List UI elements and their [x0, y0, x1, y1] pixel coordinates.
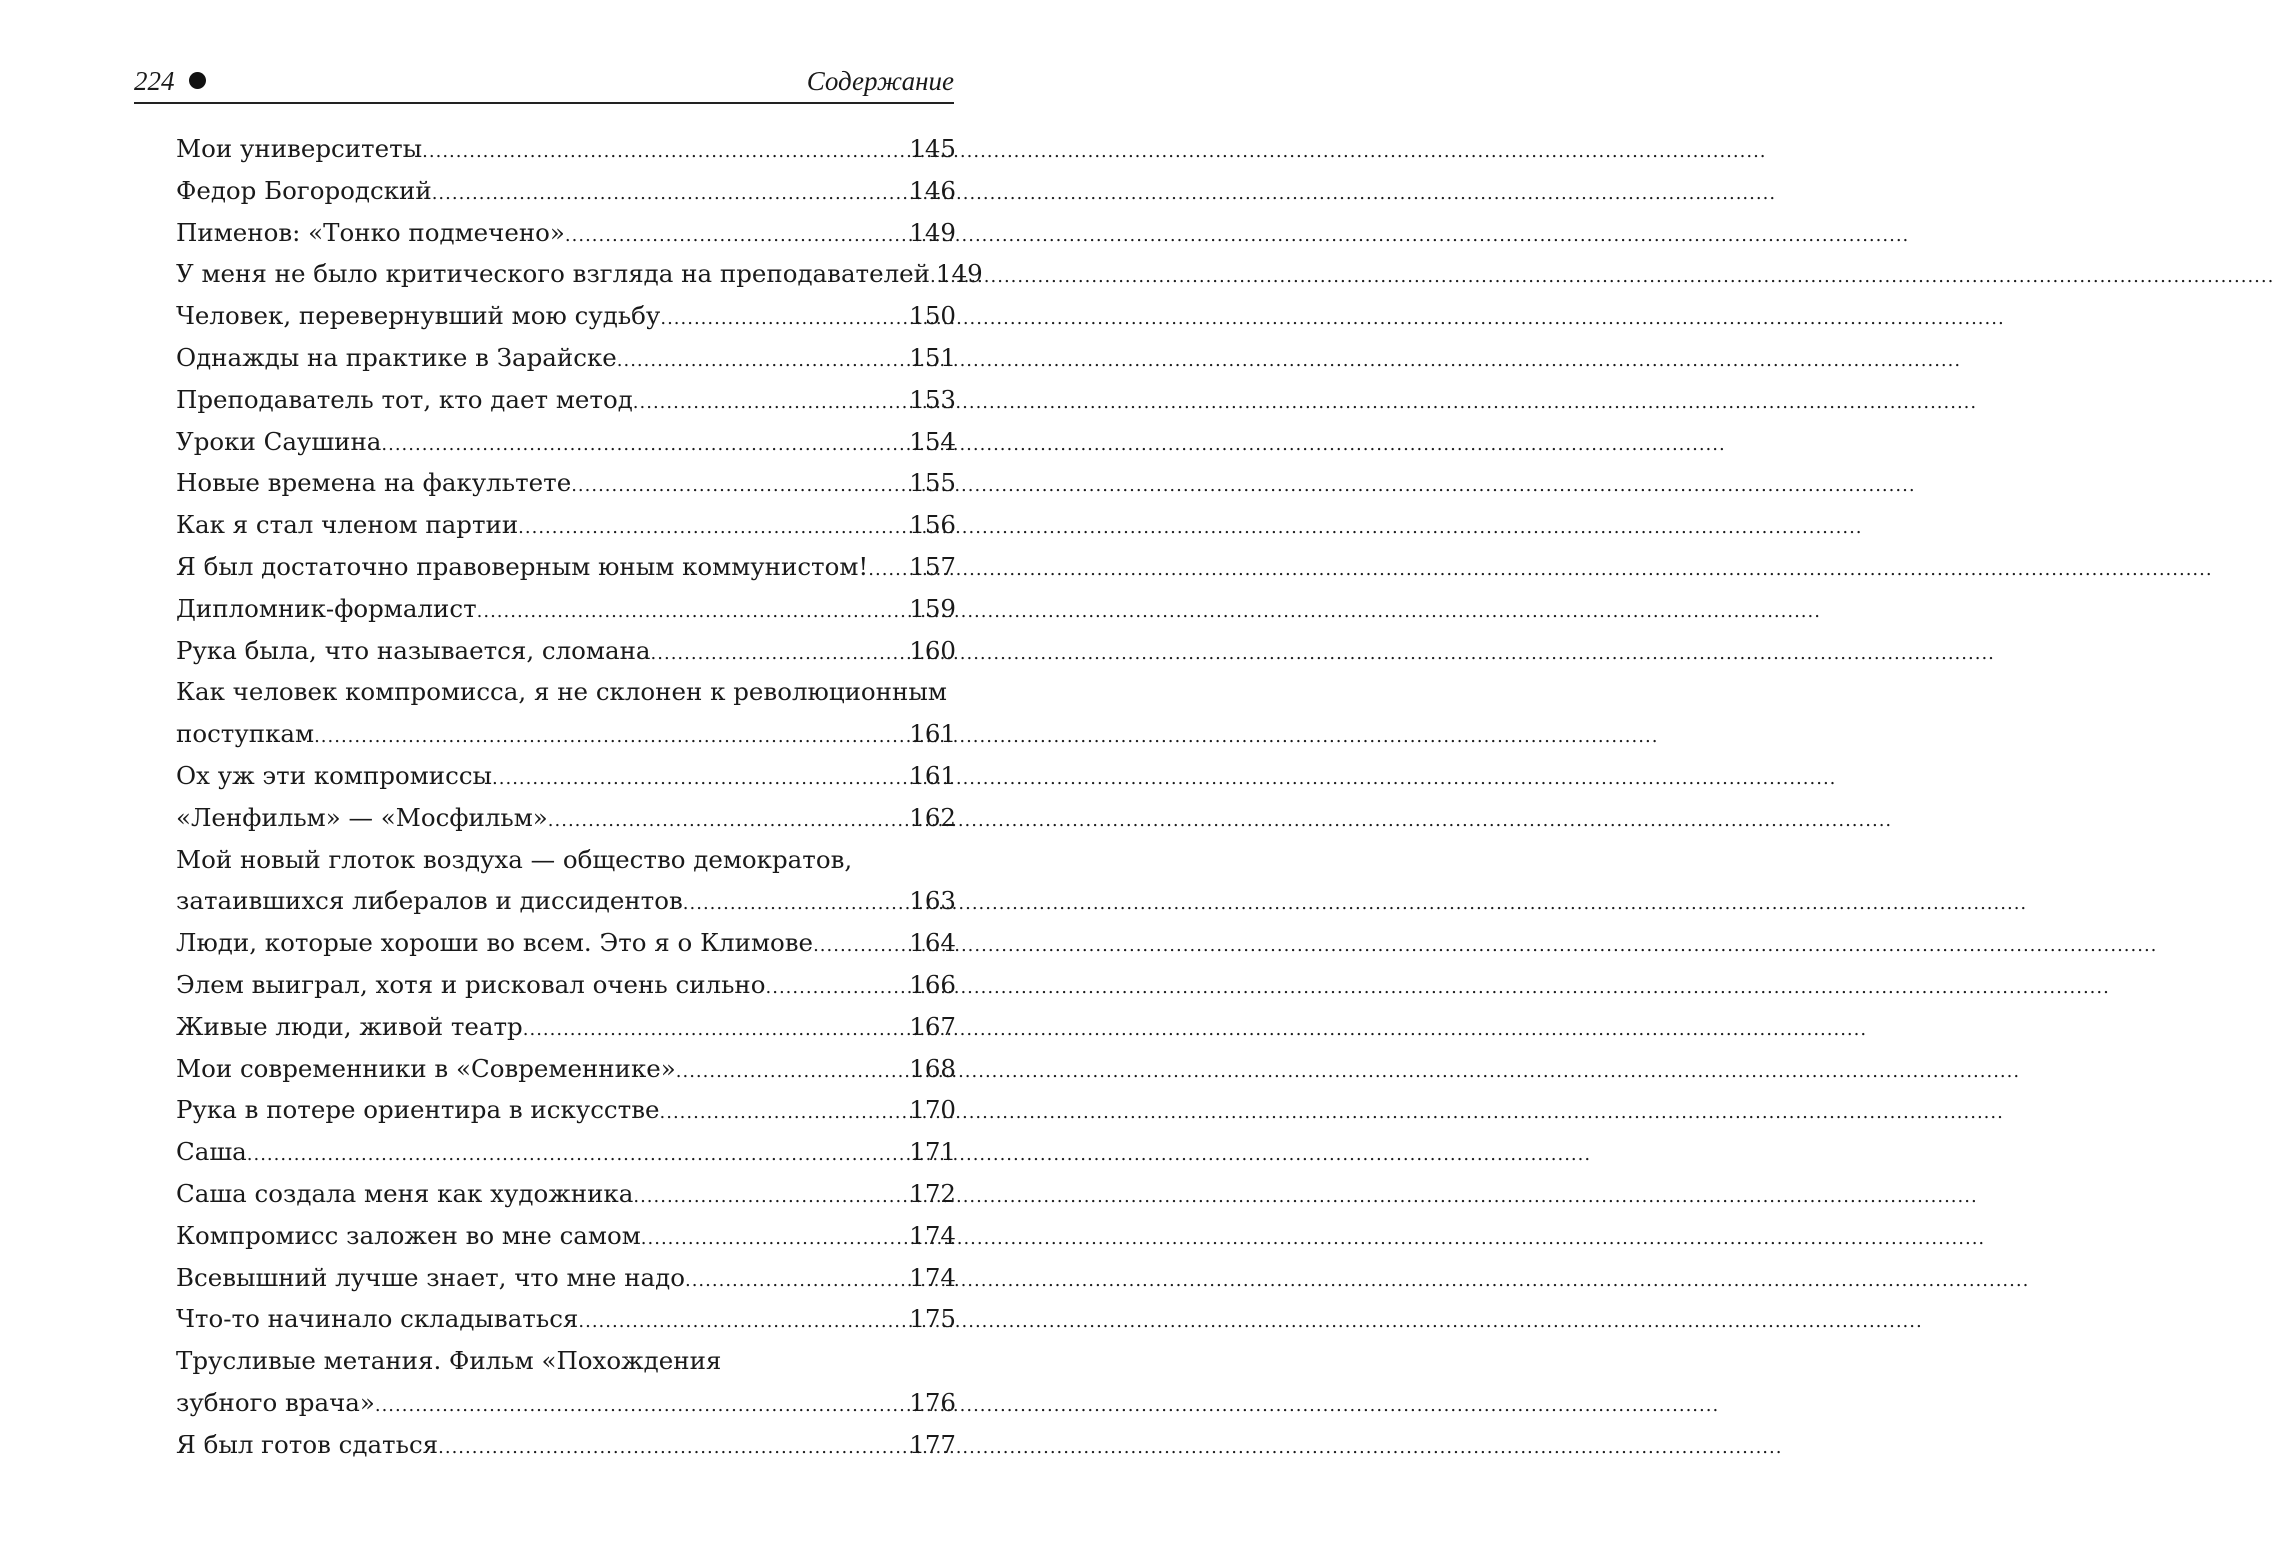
- dot-leader: [660, 310, 909, 328]
- toc-entry-page: 172: [909, 1178, 956, 1208]
- toc-entry-page: 171: [909, 1137, 956, 1167]
- toc-entry-title: Рука в потере ориентира в искусстве: [176, 1095, 660, 1125]
- toc-entry-title-line: Мой новый глоток воздуха — общество демократов,: [176, 844, 853, 874]
- toc-entry: [176, 128, 956, 170]
- dot-leader: [766, 979, 910, 997]
- toc-entry: [176, 253, 983, 295]
- dot-leader: [633, 394, 909, 412]
- toc-entry-title: Люди, которые хороши во всем. Это я о Климове: [176, 928, 814, 958]
- toc-entry-line: [176, 170, 956, 212]
- toc-entry-line: [176, 1048, 956, 1090]
- toc-entry-line: [176, 462, 956, 504]
- toc-entry-line: [176, 421, 956, 463]
- dot-leader: [518, 519, 909, 537]
- toc-entry-page: 156: [909, 510, 956, 540]
- dot-leader: [578, 1313, 909, 1331]
- toc-entry-line: [176, 880, 956, 922]
- toc-entry-line: [176, 713, 956, 755]
- toc-entry-title: Всевышний лучше знает, что мне надо: [176, 1262, 685, 1292]
- toc-entry-line: [176, 1089, 956, 1131]
- toc-entry-title: затаившихся либералов и диссидентов: [176, 886, 683, 916]
- toc-entry-title: Человек, перевернувший мою судьбу: [176, 301, 661, 331]
- toc-entry-page: 167: [909, 1011, 956, 1041]
- toc-entry-title: Дипломник-формалист: [176, 593, 477, 623]
- toc-entry-title: «Ленфильм» — «Мосфильм»: [176, 802, 548, 832]
- toc-entry-page: 168: [909, 1053, 956, 1083]
- toc-entry-page: 159: [909, 593, 956, 623]
- toc-entry-page: 155: [909, 468, 956, 498]
- toc-entry-line: [176, 1382, 956, 1424]
- toc-entry-line: [176, 253, 983, 295]
- toc-entry-page: 162: [909, 802, 956, 832]
- toc-entry: [176, 504, 956, 546]
- toc-entry-page: 166: [909, 969, 956, 999]
- toc-entry-page: 153: [909, 384, 956, 414]
- table-of-contents: [176, 128, 983, 1466]
- dot-leader: [660, 1104, 910, 1122]
- dot-leader: [565, 227, 909, 245]
- toc-entry: [176, 462, 956, 504]
- toc-entry: [176, 1215, 956, 1257]
- dot-leader: [868, 561, 909, 579]
- toc-entry-line: [176, 630, 956, 672]
- toc-entry-title: Однажды на практике в Зарайске: [176, 342, 617, 372]
- toc-entry-line: [176, 1131, 956, 1173]
- toc-entry-line: [176, 337, 956, 379]
- toc-entry: [176, 212, 956, 254]
- dot-leader: [641, 1230, 909, 1248]
- toc-entry: [176, 170, 956, 212]
- toc-entry: [176, 1298, 956, 1340]
- toc-entry: [176, 295, 956, 337]
- toc-entry: [176, 964, 956, 1006]
- toc-entry-title: Рука была, что называется, сломана: [176, 635, 651, 665]
- toc-entry-page: 145: [909, 134, 956, 163]
- dot-leader: [617, 352, 909, 370]
- toc-entry-line: [176, 755, 956, 797]
- toc-entry-title: У меня не было критического взгляда на преподавателей: [176, 259, 930, 289]
- dot-leader: [813, 937, 909, 955]
- toc-entry: [176, 1089, 956, 1131]
- dot-leader: [438, 1439, 909, 1457]
- toc-entry-title: Как я стал членом партии: [176, 510, 519, 540]
- toc-entry-title-line: Как человек компромисса, я не склонен к революционным: [176, 677, 947, 707]
- toc-entry: [176, 1173, 956, 1215]
- toc-entry: [176, 671, 956, 755]
- toc-entry-line: [176, 797, 956, 839]
- dot-leader: [492, 770, 909, 788]
- toc-entry-title: поступкам: [176, 719, 315, 749]
- toc-entry-title: Преподаватель тот, кто дает метод: [176, 384, 633, 414]
- dot-leader: [633, 1188, 909, 1206]
- toc-entry-title: Саша создала меня как художника: [176, 1178, 634, 1208]
- toc-entry: [176, 1048, 956, 1090]
- toc-entry-page: 149: [909, 217, 956, 247]
- toc-entry-line: [176, 1006, 956, 1048]
- toc-entry-title: Мои университеты: [176, 134, 423, 163]
- toc-entry: [176, 1131, 956, 1173]
- toc-entry-line: [176, 212, 956, 254]
- toc-entry: [176, 379, 956, 421]
- dot-leader: [247, 1146, 909, 1164]
- toc-entry-title: Пименов: «Тонко подмечено»: [176, 217, 565, 247]
- toc-entry-page: 157: [909, 551, 956, 581]
- toc-entry-page: 151: [909, 342, 956, 372]
- toc-entry: [176, 1006, 956, 1048]
- toc-entry-title: зубного врача»: [176, 1387, 375, 1417]
- toc-entry-page: 164: [909, 928, 956, 958]
- toc-entry-line: [176, 1298, 956, 1340]
- toc-entry-title: Я был готов сдаться: [176, 1429, 439, 1459]
- toc-entry-line: [176, 588, 956, 630]
- dot-leader: [523, 1021, 909, 1039]
- toc-entry-title: Новые времена на факультете: [176, 468, 572, 498]
- toc-entry-page: 176: [909, 1387, 956, 1417]
- toc-entry: [176, 1340, 956, 1424]
- toc-entry-line: [176, 295, 956, 337]
- dot-leader: [676, 1063, 909, 1081]
- toc-entry-title: Что-то начинало складываться: [176, 1304, 579, 1334]
- toc-entry-page: 174: [909, 1220, 956, 1250]
- toc-entry: [176, 588, 956, 630]
- toc-entry: [176, 337, 956, 379]
- toc-entry-page: 163: [909, 886, 956, 916]
- dot-leader: [422, 143, 909, 161]
- toc-entry-title: Федор Богородский: [176, 175, 432, 205]
- dot-leader: [683, 895, 909, 913]
- toc-entry-line: [176, 128, 956, 170]
- toc-entry-title-line: Трусливые метания. Фильм «Похождения: [176, 1346, 722, 1376]
- toc-entry-line: [176, 1424, 956, 1466]
- toc-entry: [176, 839, 956, 923]
- toc-entry-page: 146: [909, 175, 956, 205]
- toc-entry-title: Компромисс заложен во мне самом: [176, 1220, 641, 1250]
- toc-entry: [176, 421, 956, 463]
- toc-entry-page: 170: [909, 1095, 956, 1125]
- toc-entry-line: [176, 1215, 956, 1257]
- toc-entry-line: [176, 379, 956, 421]
- toc-entry-page: 150: [909, 301, 956, 331]
- toc-entry-title: Мои современники в «Современнике»: [176, 1053, 676, 1083]
- dot-leader: [548, 812, 909, 830]
- running-header: [134, 62, 954, 104]
- toc-entry: [176, 755, 956, 797]
- dot-leader: [571, 477, 909, 495]
- toc-entry-page: 175: [909, 1304, 956, 1334]
- dot-leader: [375, 1397, 909, 1415]
- section-title: Содержание: [806, 66, 954, 96]
- dot-leader: [432, 185, 910, 203]
- bullet-icon: [189, 72, 206, 89]
- toc-entry-page: 149: [936, 259, 983, 289]
- toc-entry: [176, 797, 956, 839]
- toc-entry: [176, 546, 956, 588]
- dot-leader: [381, 436, 909, 454]
- toc-entry-line: [176, 504, 956, 546]
- toc-entry-title: Я был достаточно правоверным юным коммунистом!: [176, 551, 869, 581]
- toc-entry: [176, 1424, 956, 1466]
- toc-entry-title: Саша: [176, 1137, 247, 1167]
- toc-entry-title: Живые люди, живой театр: [176, 1011, 523, 1041]
- toc-entry-page: 161: [909, 760, 956, 790]
- toc-entry-line: [176, 922, 956, 964]
- toc-entry-page: 174: [909, 1262, 956, 1292]
- toc-entry-line: [176, 964, 956, 1006]
- dot-leader: [314, 728, 909, 746]
- dot-leader: [651, 645, 910, 663]
- toc-entry-page: 177: [909, 1429, 956, 1459]
- toc-entry-page: 161: [909, 719, 956, 749]
- dot-leader: [477, 603, 910, 621]
- dot-leader: [685, 1272, 909, 1290]
- toc-entry-line: [176, 546, 956, 588]
- toc-entry-title: Элем выиграл, хотя и рисковал очень сильно: [176, 969, 766, 999]
- toc-entry: [176, 1257, 956, 1299]
- toc-entry: [176, 630, 956, 672]
- toc-entry-page: 154: [909, 426, 956, 456]
- toc-entry-line: [176, 1173, 956, 1215]
- toc-entry-page: 160: [909, 635, 956, 665]
- toc-entry-title: Уроки Саушина: [176, 426, 382, 456]
- toc-entry-title: Ох уж эти компромиссы: [176, 760, 493, 790]
- toc-entry-line: [176, 1257, 956, 1299]
- page-number: 224: [134, 66, 175, 96]
- toc-entry: [176, 922, 956, 964]
